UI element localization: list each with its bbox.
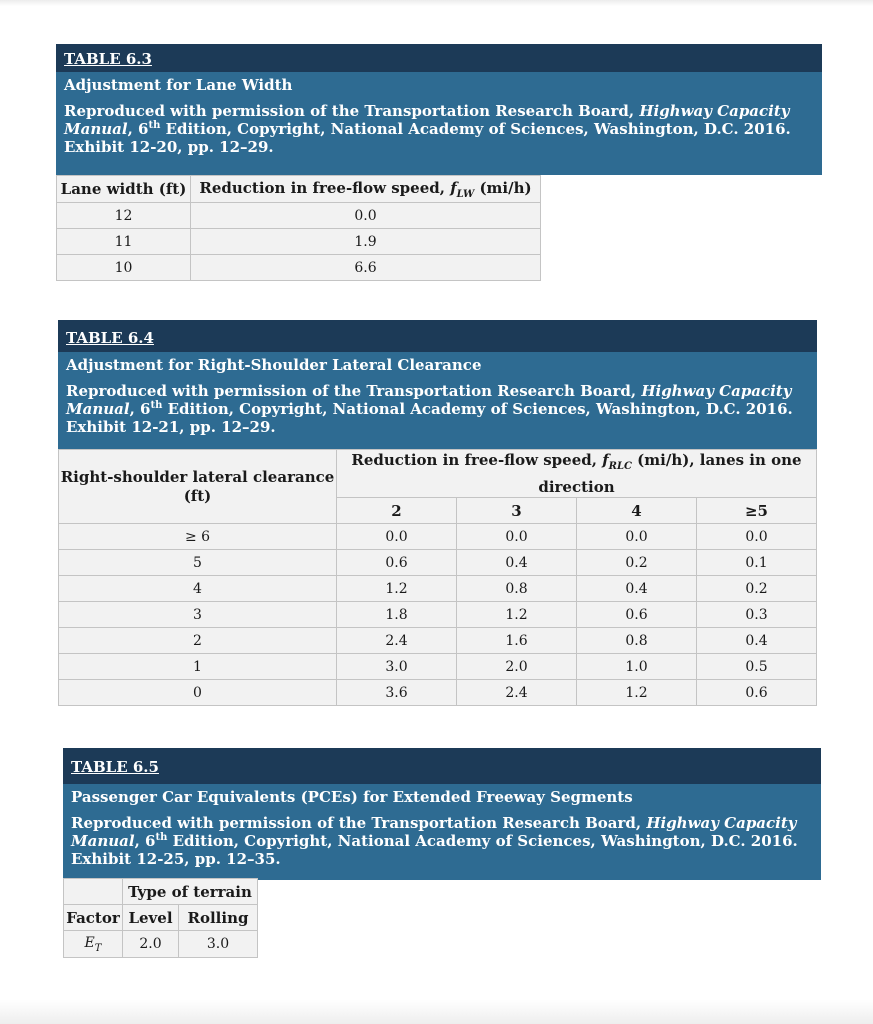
table-exhibit: Exhibit 12-21, pp. 12–29. <box>66 418 276 436</box>
table-citation: Reproduced with permission of the Transportation Research Board, Highway Capacity Manual, 6th Edition, Copyright, National Academy of Sciences, Washington, D.C. 2016. Exhibit 12-21, pp. 12–29. <box>66 382 793 436</box>
table-row: 11 1.9 <box>57 229 541 255</box>
column-header-lanes-2: 2 <box>337 498 457 524</box>
column-header-factor: Factor <box>64 905 123 931</box>
table-row: 5 0.6 0.4 0.2 0.1 <box>59 550 817 576</box>
page-bottom-shadow <box>0 1000 873 1024</box>
table-row: 4 1.2 0.8 0.4 0.2 <box>59 576 817 602</box>
table-row: 10 6.6 <box>57 255 541 281</box>
empty-corner-cell <box>64 879 123 905</box>
table-label: TABLE 6.5 <box>63 748 821 784</box>
column-header-level: Level <box>123 905 179 931</box>
table-title: Adjustment for Lane Width <box>64 76 293 94</box>
table-row: 3 1.8 1.2 0.6 0.3 <box>59 602 817 628</box>
table-row: 0 3.6 2.4 1.2 0.6 <box>59 680 817 706</box>
column-header-lanes-3: 3 <box>457 498 577 524</box>
column-header-reduction: Reduction in free-flow speed, $f_{LW}$ (mi/h) <box>191 176 541 203</box>
table-citation: Reproduced with permission of the Transportation Research Board, Highway Capacity Manual, 6th Edition, Copyright, National Academy of Sciences, Washington, D.C. 2016. Exhibit 12-25, pp. 12–35. <box>71 814 798 868</box>
table-exhibit: Exhibit 12-25, pp. 12–35. <box>71 850 281 868</box>
table-label: TABLE 6.4 <box>58 320 817 352</box>
table-exhibit: Exhibit 12-20, pp. 12–29. <box>64 138 274 156</box>
table-label: TABLE 6.3 <box>56 44 822 72</box>
column-header-clearance: Right-shoulder lateral clearance (ft) <box>59 450 337 524</box>
table-caption <box>58 352 817 449</box>
column-header-lanes-4: 4 <box>577 498 697 524</box>
table-6-5 <box>63 878 258 958</box>
factor-cell: $E_T$ <box>64 931 123 958</box>
column-group-header-terrain: Type of terrain <box>123 879 258 905</box>
page-top-shadow <box>0 0 873 6</box>
table-6-3-header <box>56 44 822 175</box>
table-title: Passenger Car Equivalents (PCEs) for Extended Freeway Segments <box>71 788 633 806</box>
table-row: $E_T$ 2.0 3.0 <box>64 931 258 958</box>
table-6-3 <box>56 175 541 281</box>
table-caption <box>56 72 822 175</box>
table-row: 1 3.0 2.0 1.0 0.5 <box>59 654 817 680</box>
table-6-5-header <box>63 748 821 880</box>
table-row: 12 0.0 <box>57 203 541 229</box>
table-title: Adjustment for Right-Shoulder Lateral Clearance <box>66 356 482 374</box>
column-group-header-reduction: Reduction in free-flow speed, $f_{RLC}$ (mi/h), lanes in one direction <box>337 450 817 498</box>
table-6-4 <box>58 449 817 706</box>
column-header-rolling: Rolling <box>179 905 258 931</box>
table-row: ≥ 6 0.0 0.0 0.0 0.0 <box>59 524 817 550</box>
table-citation: Reproduced with permission of the Transportation Research Board, Highway Capacity Manual, 6th Edition, Copyright, National Academy of Sciences, Washington, D.C. 2016. Exhibit 12-20, pp. 12–29. <box>64 102 791 156</box>
table-caption <box>63 784 821 880</box>
column-header-lane-width: Lane width (ft) <box>57 176 191 203</box>
column-header-lanes-5-plus: ≥5 <box>697 498 817 524</box>
table-6-4-header <box>58 320 817 449</box>
table-row: 2 2.4 1.6 0.8 0.4 <box>59 628 817 654</box>
